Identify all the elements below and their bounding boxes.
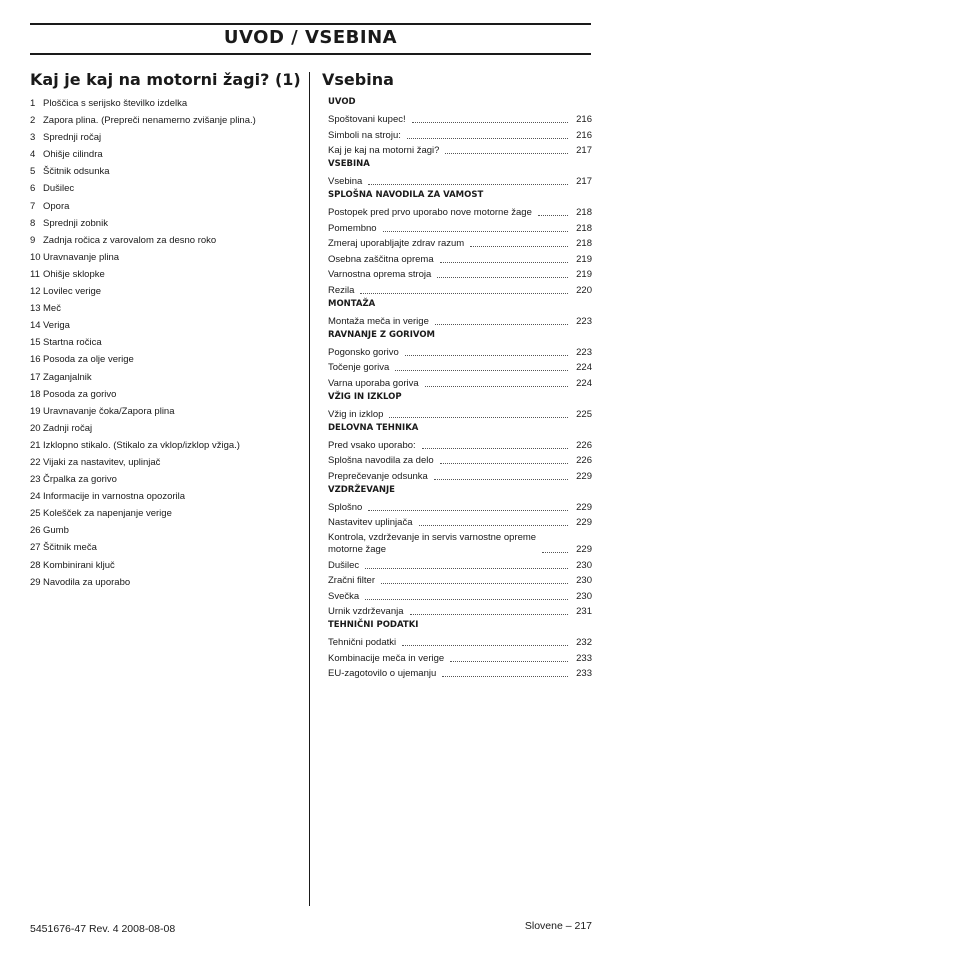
list-item-number: 4 [30,149,36,161]
list-item-label: Zadnja ročica z varovalom za desno roko [43,234,217,246]
list-item [30,574,305,591]
toc-dot-leader [381,583,568,584]
list-item [30,129,305,146]
toc-dot-leader [450,661,568,662]
list-item-number: 29 [30,576,41,588]
toc-entry-page: 230 [576,590,592,602]
list-item [30,95,305,112]
toc-heading: VZDRŽEVANJE [328,484,395,495]
list-item-label: Izklopno stikalo. (Stikalo za vklop/izklop vžiga.) [43,439,240,451]
toc-entry-page: 224 [576,362,592,373]
toc-entry [328,587,592,603]
toc-entry [328,436,592,452]
toc-entry-label: Urnik vzdrževanja [328,606,404,617]
list-item-label: Ohišje sklopke [43,268,105,280]
toc-entry-page: 217 [576,176,592,187]
list-item-label: Uravnavanje čoka/Zapora plina [43,405,175,417]
toc-entry [328,529,592,556]
toc-entry [328,405,592,421]
parts-section-title: Kaj je kaj na motorni žagi? (1) [30,70,301,89]
toc-entry-page: 223 [576,346,592,358]
toc-dot-leader [442,676,568,677]
toc-entry-page: 230 [576,575,592,586]
toc-dot-leader [425,386,568,387]
list-item [30,437,305,454]
list-item [30,539,305,556]
toc-entry [328,250,592,266]
list-item-number: 2 [30,115,36,127]
list-item-label: Zapora plina. (Prepreči nenamerno zvišanje plina.) [43,115,256,127]
list-item [30,266,305,283]
toc-entry-page: 229 [576,470,592,482]
toc-entry-page: 230 [576,559,592,571]
toc-dot-leader [419,525,569,526]
column-divider [309,72,310,906]
toc-dot-leader [405,355,568,356]
list-item-label: Ohišje cilindra [43,149,103,161]
list-item-label: Opora [43,200,70,212]
list-item-label: Zadnji ročaj [43,422,93,434]
toc-entry [328,173,592,189]
toc-entry [328,312,592,328]
toc-entry-label: Varna uporaba goriva [328,377,419,389]
list-item-label: Posoda za gorivo [43,388,117,400]
list-item-label: Dušilec [43,183,75,195]
toc-heading: UVOD [328,97,356,107]
list-item [30,300,305,317]
toc-entry-label: Simboli na stroju: [328,129,401,141]
toc-dot-leader [365,599,568,600]
toc-entry-label: Rezila [328,284,355,296]
toc-dot-leader [410,614,569,615]
list-item-number: 24 [30,491,41,503]
list-item-number: 14 [30,320,41,332]
toc-dot-leader [470,246,568,247]
toc-heading: VŽIG IN IZKLOP [328,391,402,402]
list-item-number: 13 [30,303,41,315]
footer-page-label: Slovene – 217 [524,920,592,932]
toc-dot-leader [368,510,568,511]
list-item-number: 16 [30,354,41,366]
toc-dot-leader [407,138,568,139]
list-item-number: 15 [30,337,41,349]
toc-dot-leader [412,122,568,123]
toc-entry [328,111,592,127]
list-item [30,163,305,180]
list-item-label: Gumb [43,525,69,537]
toc-entry-label: Varnostna oprema stroja [328,269,432,280]
list-item-number: 23 [30,474,41,486]
list-item [30,557,305,574]
list-item-number: 17 [30,371,41,383]
list-item-label: Informacije in varnostna opozorila [43,491,186,503]
list-item [30,386,305,403]
list-item [30,215,305,232]
toc-dot-leader [445,153,568,154]
toc-heading: MONTAŽA [328,298,376,309]
toc-entry-label: Zmeraj uporabljajte zdrav razum [328,238,465,249]
list-item-label: Startna ročica [43,337,102,349]
toc-entry-label: Dušilec [328,559,360,571]
toc-entry-label: Pogonsko gorivo [328,346,399,358]
list-item-number: 26 [30,525,41,537]
list-item-number: 11 [30,268,40,280]
toc-entry [328,204,592,220]
toc-entry-label: Kaj je kaj na motorni žagi? [328,145,440,156]
toc-entry [328,281,592,297]
list-item-label: Veriga [43,320,70,332]
list-item-number: 10 [30,251,41,263]
toc-entry [328,498,592,514]
list-item [30,351,305,368]
list-item [30,471,305,488]
toc-section-title: Vsebina [322,70,394,89]
list-item-number: 18 [30,388,41,400]
toc-entry-page: 219 [576,269,592,280]
list-item [30,334,305,351]
list-item [30,403,305,420]
list-item-label: Meč [43,303,61,315]
toc-entry-page: 218 [576,207,592,218]
toc-entry-label: Splošno [328,501,363,513]
toc-entry-label: Točenje goriva [328,362,390,373]
list-item [30,283,305,300]
list-item-number: 8 [30,217,36,229]
toc-entry-page: 224 [576,377,592,389]
toc-entry-page: 232 [576,637,592,648]
list-item-number: 3 [30,132,36,144]
table-of-contents [328,95,592,680]
toc-entry [328,649,592,665]
toc-entry-page: 226 [576,455,592,466]
list-item [30,146,305,163]
toc-entry [328,556,592,572]
list-item-label: Ploščica s serijsko številko izdelka [43,98,188,109]
list-item-label: Kolešček za napenjanje verige [43,508,172,520]
footer-doc-number: 5451676-47 Rev. 4 2008-08-08 [30,923,176,935]
list-item-number: 7 [30,200,36,212]
toc-entry-label: Postopek pred prvo uporabo nove motorne žage [328,207,532,218]
toc-entry-label: Preprečevanje odsunka [328,470,428,482]
toc-entry [328,572,592,588]
toc-entry [328,142,592,158]
toc-entry-page: 219 [576,253,592,265]
toc-dot-leader [395,370,568,371]
list-item-label: Črpalka za gorivo [43,474,117,486]
toc-dot-leader [402,645,568,646]
toc-entry-page: 233 [576,668,592,679]
toc-entry [328,665,592,681]
list-item-number: 5 [30,166,36,178]
toc-entry-page: 216 [576,129,592,141]
toc-entry-label: Pomembno [328,222,377,234]
toc-dot-leader [368,184,568,185]
list-item-number: 19 [30,405,41,417]
toc-entry-page: 220 [576,284,592,296]
toc-entry-page: 231 [576,606,592,617]
list-item-number: 20 [30,422,41,434]
toc-dot-leader [389,417,568,418]
toc-entry [328,603,592,619]
list-item-number: 21 [30,439,41,451]
toc-heading: SPLOŠNA NAVODILA ZA VAMOST [328,190,484,200]
list-item-label: Uravnavanje plina [43,251,120,263]
list-item [30,232,305,249]
list-item-label: Lovilec verige [43,286,102,298]
toc-entry-label: Zračni filter [328,575,375,586]
list-item-number: 12 [30,286,41,298]
toc-entry [328,235,592,251]
toc-entry-label: EU-zagotovilo o ujemanju [328,668,437,679]
toc-dot-leader [435,324,568,325]
toc-entry-label: Splošna navodila za delo [328,455,434,466]
toc-entry [328,634,592,650]
list-item-label: Zaganjalnik [43,371,92,383]
toc-entry-label: Vžig in izklop [328,408,384,420]
list-item-number: 9 [30,234,36,246]
list-item-number: 6 [30,183,36,195]
list-item-label: Ščitnik meča [43,542,97,554]
toc-dot-leader [440,463,568,464]
list-item [30,522,305,539]
list-item-number: 22 [30,456,41,468]
toc-entry-page: 223 [576,315,592,327]
toc-dot-leader [434,479,568,480]
toc-dot-leader [538,215,568,216]
list-item [30,317,305,334]
toc-entry [328,219,592,235]
toc-entry-label: Montaža meča in verige [328,315,429,327]
toc-dot-leader [360,293,568,294]
list-item-label: Sprednji ročaj [43,132,102,144]
toc-dot-leader [383,231,568,232]
toc-entry-page: 218 [576,222,592,234]
toc-entry [328,514,592,530]
toc-entry-label: Svečka [328,590,360,602]
toc-dot-leader [542,552,568,553]
list-item-label: Vijaki za nastavitev, uplinjač [43,456,161,468]
list-item [30,198,305,215]
toc-entry-label: Nastavitev uplinjača [328,517,413,528]
list-item-number: 25 [30,508,41,520]
toc-entry [328,452,592,468]
toc-entry-label: Spoštovani kupec! [328,114,406,125]
toc-dot-leader [437,277,568,278]
list-item [30,505,305,522]
list-item-label: Posoda za olje verige [43,354,134,366]
header-rule-bottom [30,53,591,55]
list-item [30,249,305,266]
parts-list [30,95,305,591]
toc-dot-leader [440,262,568,263]
list-item [30,488,305,505]
list-item [30,454,305,471]
list-item-label: Ščitnik odsunka [43,166,110,178]
list-item-label: Navodila za uporabo [43,576,131,588]
list-item-number: 27 [30,542,41,554]
toc-heading: VSEBINA [328,159,370,169]
toc-entry [328,266,592,282]
toc-entry [328,126,592,142]
toc-entry-page: 226 [576,439,592,451]
toc-entry-page: 217 [576,145,592,156]
toc-heading: TEHNIČNI PODATKI [328,620,419,630]
list-item-label: Sprednji zobnik [43,217,108,229]
list-item [30,112,305,129]
toc-entry-label: Vsebina [328,176,363,187]
toc-entry-page: 229 [576,517,592,528]
toc-heading: RAVNANJE Z GORIVOM [328,329,436,340]
toc-entry-label: Pred vsako uporabo: [328,439,416,451]
toc-entry-page: 218 [576,238,592,249]
toc-entry-label: Kontrola, vzdrževanje in servis varnostne opreme motorne žage [328,532,537,555]
list-item [30,369,305,386]
toc-dot-leader [422,448,568,449]
list-item-label: Kombinirani ključ [43,559,115,571]
toc-entry [328,467,592,483]
toc-entry-page: 225 [576,408,592,420]
toc-dot-leader [365,568,568,569]
toc-entry-label: Tehnični podatki [328,637,397,648]
toc-entry-page: 216 [576,114,592,125]
toc-entry [328,374,592,390]
toc-entry-page: 233 [576,652,592,664]
header-rule-top [30,23,591,25]
list-item-number: 1 [30,98,36,109]
list-item [30,420,305,437]
toc-heading: DELOVNA TEHNIKA [328,422,419,433]
page-title: UVOD / VSEBINA [223,27,398,48]
toc-entry-label: Kombinacije meča in verige [328,652,445,664]
toc-entry-label: Osebna zaščitna oprema [328,253,434,265]
toc-entry [328,343,592,359]
list-item [30,180,305,197]
toc-entry-page: 229 [576,501,592,513]
list-item-number: 28 [30,559,41,571]
toc-entry-page: 229 [576,544,592,555]
toc-entry [328,359,592,375]
